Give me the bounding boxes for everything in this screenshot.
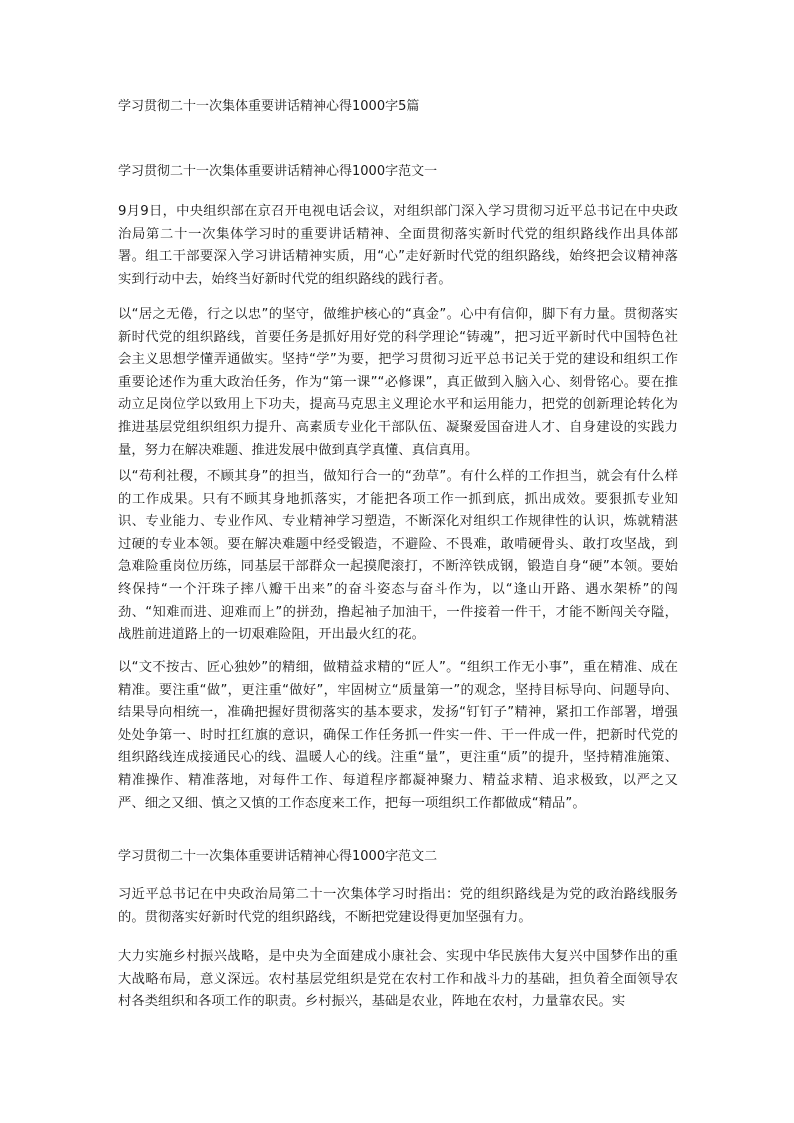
paragraph: 以“居之无倦，行之以忠”的坚守，做维护核心的“真金”。心中有信仰，脚下有力量。贯彻落实新时代党的组织路线，首要任务是抓好用好党的科学理论“铸魂”，把习近平新时代中国特色社会主义思想学懂弄通做实。坚持“学”为要，把学习贯彻习近平总书记关于党的建设和组织工作重要论述作为重大政治任务，作为“第一课”“必修课”，真正做到入脑入心、刻骨铭心。要在推动立足岗位学以致用上下功夫，提高马克思主义理论水平和运用能力，把党的创新理论转化为推进基层党组织组织力提升、高素质专业化干部队伍、凝聚爱国奋进人才、自身建设的实践力量，努力在解决难题、推进发展中做到真学真懂、真信真用。 bbox=[118, 307, 678, 458]
paragraph: 以“苟利社稷，不顾其身”的担当，做知行合一的“劲草”。有什么样的工作担当，就会有什么样的工作成果。只有不顾其身地抓落实，才能把各项工作一抓到底，抓出成效。要狠抓专业知识、专业能力、专业作风、专业精神学习塑造，不断深化对组织工作规律性的认识，炼就精湛过硬的专业本领。要在解决难题中经受锻造，不避险、不畏难，敢啃硬骨头、敢打攻坚战，到急难险重岗位历练，同基层干部群众一起摸爬滚打，不断淬铁成钢，锻造自身“硬”本领。要始终保持“一个汗珠子摔八瓣干出来”的奋斗姿态与奋斗作为，以“逢山开路、遇水架桥”的闯劲、“知难而进、迎难而上”的拼劲，撸起袖子加油干，一件接着一件干，才能不断闯关夺隘，战胜前进道路上的一切艰难险阻，开出最火红的花。 bbox=[118, 469, 678, 643]
paragraph: 习近平总书记在中央政治局第二十一次集体学习时指出：党的组织路线是为党的政治路线服务的。贯彻落实好新时代党的组织路线，不断把党建设得更加坚强有力。 bbox=[118, 887, 678, 925]
section-title-2: 学习贯彻二十一次集体重要讲话精神心得1000字范文二 bbox=[118, 849, 438, 864]
paragraph: 大力实施乡村振兴战略，是中央为全面建成小康社会、实现中华民族伟大复兴中国梦作出的重大战略布局，意义深远。农村基层党组织是党在农村工作和战斗力的基础，担负着全面领导农村各类组织和各项工作的职责。乡村振兴，基础是农业，阵地在农村，力量靠农民。实 bbox=[118, 949, 678, 1010]
paragraph: 以“文不按古、匠心独妙”的精细，做精益求精的“匠人”。“组织工作无小事”，重在精准、成在精准。要注重“做”，更注重“做好”，牢固树立“质量第一”的观念，坚持目标导向、问题导向、结果导向相统一，准确把握好贯彻落实的基本要求，发扬“钉钉子”精神，紧扣工作部署，增强处处争第一、时时扛红旗的意识，确保工作任务抓一件实一件、干一件成一件，把新时代党的组织路线连成接通民心的线、温暖人心的线。注重“量”，更注重“质”的提升，坚持精准施策、精准操作、精准落地，对每件工作、每道程序都凝神聚力、精益求精、追求极致，以严之又严、细之又细、慎之又慎的工作态度来工作，把每一项组织工作都做成“精品”。 bbox=[118, 660, 678, 811]
document-title: 学习贯彻二十一次集体重要讲话精神心得1000字5篇 bbox=[118, 99, 420, 114]
section-title-1: 学习贯彻二十一次集体重要讲话精神心得1000字范文一 bbox=[118, 164, 438, 179]
paragraph: 9月9日，中央组织部在京召开电视电话会议，对组织部门深入学习贯彻习近平总书记在中央政治局第二十一次集体学习时的重要讲话精神、全面贯彻落实新时代党的组织路线作出具体部署。组工干部要深入学习讲话精神实质，用“心”走好新时代党的组织路线，始终把会议精神落实到行动中去，始终当好新时代党的组织路线的践行者。 bbox=[118, 204, 678, 287]
